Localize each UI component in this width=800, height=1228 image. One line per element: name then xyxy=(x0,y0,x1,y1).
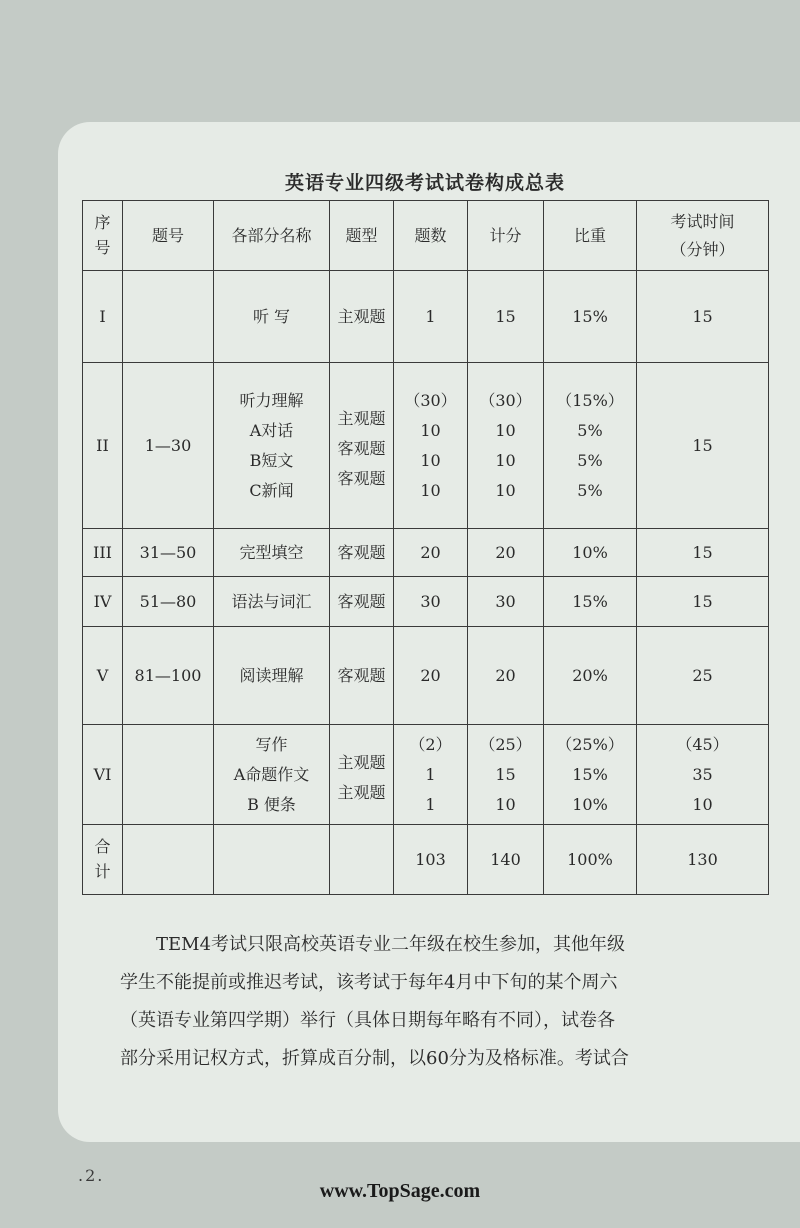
cell-name xyxy=(214,271,330,363)
cell-score-line: 10 xyxy=(495,794,516,814)
cell-score-line: 10 xyxy=(495,450,516,470)
cell-time-line: 15 xyxy=(692,591,713,611)
cell-score xyxy=(468,363,544,529)
cell-score-line: 10 xyxy=(495,420,516,440)
cell-score xyxy=(468,529,544,577)
cell-tihao xyxy=(123,725,214,825)
page-number: .2. xyxy=(78,1166,105,1185)
cell-type xyxy=(330,363,394,529)
cell-name-line: A对话 xyxy=(249,420,294,440)
cell-time-line: 130 xyxy=(687,849,718,869)
cell-time-line: 15 xyxy=(692,542,713,562)
cell-type-line: 客观题 xyxy=(337,468,386,488)
cell-weight-line: 100% xyxy=(567,849,613,869)
cell-num-line: 20 xyxy=(420,665,441,685)
cell-name-line: 听 写 xyxy=(252,306,291,326)
cell-time-line: 15 xyxy=(692,306,713,326)
cell-xu xyxy=(83,529,123,577)
cell-num xyxy=(394,627,468,725)
cell-tihao: 1—30 xyxy=(123,363,214,529)
cell-time xyxy=(637,363,769,529)
cell-type-line: 客观题 xyxy=(337,542,386,562)
cell-xu xyxy=(83,725,123,825)
cell-type-line: 主观题 xyxy=(337,306,386,326)
cell-xu-text: VI xyxy=(93,764,112,784)
cell-weight xyxy=(544,825,637,895)
cell-weight-line: 5% xyxy=(577,450,603,470)
cell-weight-line: 5% xyxy=(577,480,603,500)
cell-xu-text: III xyxy=(93,542,112,562)
cell-score-line: 20 xyxy=(495,542,516,562)
cell-score-line: 10 xyxy=(495,480,516,500)
cell-num-line: （30） xyxy=(404,390,457,410)
cell-score-line: 140 xyxy=(490,849,521,869)
table-header-row xyxy=(83,201,769,271)
table-row xyxy=(83,577,769,627)
cell-xu xyxy=(83,627,123,725)
header-time-line2: （分钟） xyxy=(670,239,735,259)
cell-weight xyxy=(544,363,637,529)
cell-num-line: 1 xyxy=(425,794,436,814)
cell-tihao: 51—80 xyxy=(123,577,214,627)
cell-num xyxy=(394,825,468,895)
header-num: 题数 xyxy=(394,201,468,271)
cell-weight-line: 15% xyxy=(572,591,608,611)
cell-type xyxy=(330,825,394,895)
cell-name-line: 写作 xyxy=(255,734,288,754)
cell-tihao xyxy=(123,271,214,363)
table-row xyxy=(83,363,769,529)
cell-xu-text: 合计 xyxy=(94,836,111,881)
cell-type xyxy=(330,577,394,627)
cell-xu-text: V xyxy=(96,665,109,685)
cell-name xyxy=(214,825,330,895)
cell-type-line: 主观题 xyxy=(337,408,386,428)
cell-score xyxy=(468,577,544,627)
cell-num-line: 1 xyxy=(425,306,436,326)
paragraph-line: TEM4考试只限高校英语专业二年级在校生参加，其他年级 xyxy=(156,934,626,955)
cell-name-line: 听力理解 xyxy=(239,390,304,410)
cell-time xyxy=(637,271,769,363)
cell-xu-text: I xyxy=(99,306,106,326)
cell-name-line: C新闻 xyxy=(249,480,294,500)
table-row xyxy=(83,725,769,825)
cell-score xyxy=(468,725,544,825)
cell-xu xyxy=(83,825,123,895)
cell-name xyxy=(214,725,330,825)
exam-structure-table xyxy=(82,200,769,895)
cell-name xyxy=(214,363,330,529)
cell-tihao: 31—50 xyxy=(123,529,214,577)
cell-num xyxy=(394,363,468,529)
cell-weight-line: 15% xyxy=(572,306,608,326)
cell-weight-line: 15% xyxy=(572,764,608,784)
cell-num-line: 10 xyxy=(420,450,441,470)
cell-time-line: （45） xyxy=(676,734,729,754)
cell-xu-text: IV xyxy=(93,591,112,611)
cell-name-line: A命题作文 xyxy=(233,764,310,784)
cell-type xyxy=(330,725,394,825)
header-score: 计分 xyxy=(468,201,544,271)
cell-name xyxy=(214,577,330,627)
table-row xyxy=(83,825,769,895)
cell-score-line: 15 xyxy=(495,764,516,784)
cell-name-line: B短文 xyxy=(249,450,294,470)
cell-type-line: 主观题 xyxy=(337,782,386,802)
cell-weight-line: 5% xyxy=(577,420,603,440)
cell-num xyxy=(394,529,468,577)
cell-type-line: 客观题 xyxy=(337,665,386,685)
cell-name-line: B 便条 xyxy=(247,794,296,814)
body-paragraph xyxy=(120,926,732,1078)
header-tihao: 题号 xyxy=(123,201,214,271)
cell-name xyxy=(214,627,330,725)
cell-score-line: 20 xyxy=(495,665,516,685)
cell-time-line: 10 xyxy=(692,794,713,814)
header-type: 题型 xyxy=(330,201,394,271)
cell-weight xyxy=(544,529,637,577)
cell-num-line: 20 xyxy=(420,542,441,562)
cell-type-line: 主观题 xyxy=(337,752,386,772)
header-xu-text: 序号 xyxy=(94,212,111,257)
cell-type xyxy=(330,529,394,577)
cell-num-line: 10 xyxy=(420,480,441,500)
table-title: 英语专业四级考试试卷构成总表 xyxy=(284,172,565,194)
cell-weight-line: 20% xyxy=(572,665,608,685)
cell-name-line: 阅读理解 xyxy=(239,665,304,685)
cell-type-line: 客观题 xyxy=(337,438,386,458)
cell-num-line: 1 xyxy=(425,764,436,784)
cell-score xyxy=(468,825,544,895)
table-row xyxy=(83,627,769,725)
cell-score-line: 30 xyxy=(495,591,516,611)
cell-xu xyxy=(83,271,123,363)
cell-time xyxy=(637,825,769,895)
cell-tihao: 81—100 xyxy=(123,627,214,725)
cell-score xyxy=(468,271,544,363)
footer-url: www.TopSage.com xyxy=(319,1180,481,1202)
cell-xu xyxy=(83,363,123,529)
cell-weight xyxy=(544,627,637,725)
cell-num-line: 30 xyxy=(420,591,441,611)
cell-weight xyxy=(544,577,637,627)
paragraph-line: 学生不能提前或推迟考试，该考试于每年4月中下旬的某个周六 xyxy=(120,972,618,993)
cell-name-line: 完型填空 xyxy=(239,542,304,562)
cell-time xyxy=(637,577,769,627)
table-row xyxy=(83,271,769,363)
paragraph-line: （英语专业第四学期）举行（具体日期每年略有不同），试卷各 xyxy=(120,1010,615,1031)
cell-time-line: 25 xyxy=(692,665,713,685)
cell-num-line: 10 xyxy=(420,420,441,440)
cell-name xyxy=(214,529,330,577)
cell-num xyxy=(394,577,468,627)
cell-type xyxy=(330,627,394,725)
header-xu xyxy=(83,201,123,271)
cell-num-line: 103 xyxy=(415,849,446,869)
cell-weight-line: （15%） xyxy=(556,390,624,410)
cell-time xyxy=(637,529,769,577)
cell-score-line: （30） xyxy=(479,390,532,410)
cell-num-line: （2） xyxy=(409,734,452,754)
cell-time xyxy=(637,627,769,725)
cell-score-line: 15 xyxy=(495,306,516,326)
cell-weight xyxy=(544,725,637,825)
cell-time xyxy=(637,725,769,825)
cell-score-line: （25） xyxy=(479,734,532,754)
cell-weight-line: 10% xyxy=(572,542,608,562)
cell-weight xyxy=(544,271,637,363)
table-row xyxy=(83,529,769,577)
header-time xyxy=(637,201,769,271)
paragraph-line: 部分采用记权方式，折算成百分制，以60分为及格标准。考试合 xyxy=(120,1048,629,1069)
cell-num xyxy=(394,725,468,825)
cell-num xyxy=(394,271,468,363)
cell-tihao xyxy=(123,825,214,895)
cell-weight-line: （25%） xyxy=(556,734,624,754)
cell-xu-text: II xyxy=(96,435,109,455)
cell-time-line: 35 xyxy=(692,764,713,784)
header-weight: 比重 xyxy=(544,201,637,271)
cell-name-line: 语法与词汇 xyxy=(231,591,312,611)
cell-time-line: 15 xyxy=(692,435,713,455)
header-name: 各部分名称 xyxy=(214,201,330,271)
cell-weight-line: 10% xyxy=(572,794,608,814)
cell-type xyxy=(330,271,394,363)
cell-type-line: 客观题 xyxy=(337,591,386,611)
header-time-line1: 考试时间 xyxy=(670,211,735,231)
cell-xu xyxy=(83,577,123,627)
cell-score xyxy=(468,627,544,725)
